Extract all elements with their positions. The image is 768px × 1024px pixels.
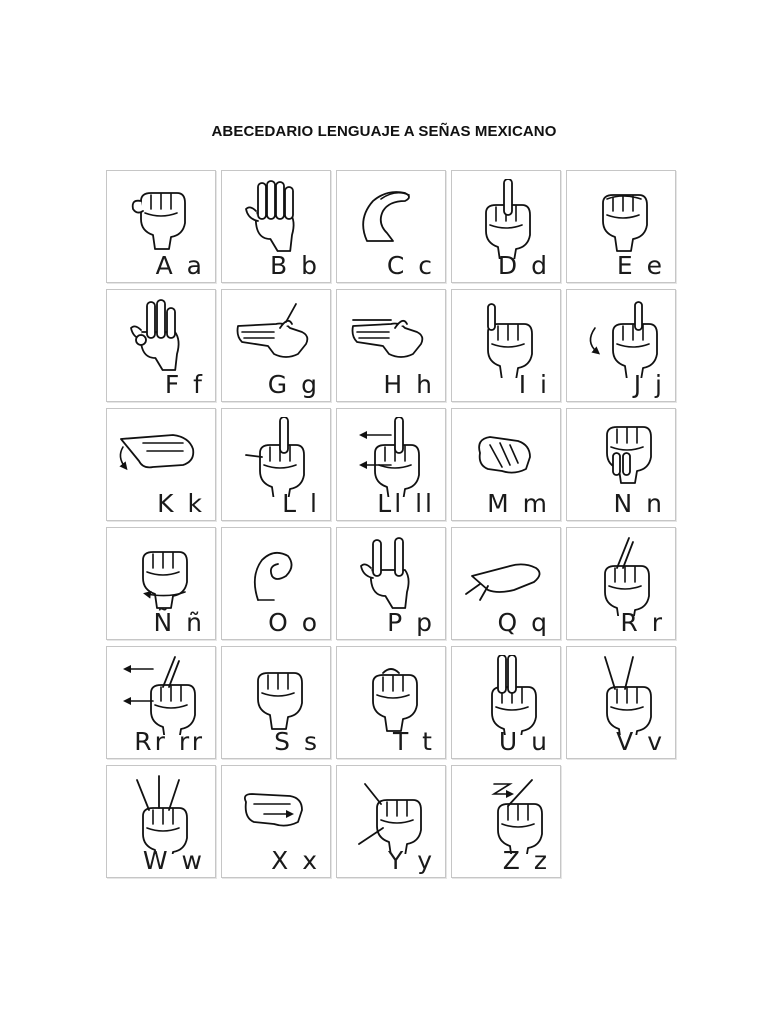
letter-card xyxy=(336,289,446,402)
letter-card xyxy=(451,408,561,521)
hand-sign-rr-icon xyxy=(113,655,213,735)
letter-label: E e xyxy=(616,251,665,280)
letter-card xyxy=(336,646,446,759)
letter-card xyxy=(221,646,331,759)
letter-card xyxy=(221,527,331,640)
hand-sign-p-icon xyxy=(343,536,443,616)
letter-card xyxy=(566,170,676,283)
letter-card xyxy=(336,527,446,640)
hand-sign-r-icon xyxy=(573,536,673,616)
hand-sign-a-icon xyxy=(113,179,213,259)
letter-label: X x xyxy=(271,846,320,875)
letter-card xyxy=(336,170,446,283)
letter-card xyxy=(106,289,216,402)
letter-label: J j xyxy=(633,370,665,399)
letter-label: B b xyxy=(270,251,320,280)
hand-sign-t-icon xyxy=(343,655,443,735)
letter-card xyxy=(221,765,331,878)
letter-card xyxy=(221,408,331,521)
letter-label: Rr rr xyxy=(134,727,205,756)
hand-sign-d-icon xyxy=(458,179,558,259)
letter-label: W w xyxy=(142,846,205,875)
hand-sign-h-icon xyxy=(343,298,443,378)
letter-label: D d xyxy=(497,251,550,280)
letter-card xyxy=(106,765,216,878)
hand-sign-c-icon xyxy=(343,179,443,259)
hand-sign-y-icon xyxy=(343,774,443,854)
hand-sign-w-icon xyxy=(113,774,213,854)
hand-sign-n-icon xyxy=(573,417,673,497)
letter-card xyxy=(106,170,216,283)
letter-label: P p xyxy=(387,608,435,637)
hand-sign-ll-icon xyxy=(343,417,443,497)
letter-card xyxy=(336,408,446,521)
letter-label: S s xyxy=(274,727,320,756)
letter-label: M m xyxy=(487,489,550,518)
letter-label: G g xyxy=(267,370,320,399)
hand-sign-q-icon xyxy=(458,536,558,616)
hand-sign-enye-icon xyxy=(113,536,213,616)
hand-sign-g-icon xyxy=(228,298,328,378)
letter-label: T t xyxy=(392,727,435,756)
letter-card xyxy=(221,170,331,283)
hand-sign-o-icon xyxy=(228,536,328,616)
hand-sign-m-icon xyxy=(458,417,558,497)
letter-label: C c xyxy=(386,251,435,280)
letter-label: O o xyxy=(268,608,320,637)
letter-card xyxy=(451,170,561,283)
letter-label: V v xyxy=(616,727,665,756)
letter-card xyxy=(451,527,561,640)
hand-sign-k-icon xyxy=(113,417,213,497)
hand-sign-e-icon xyxy=(573,179,673,259)
letter-card xyxy=(566,646,676,759)
hand-sign-b-icon xyxy=(228,179,328,259)
hand-sign-j-icon xyxy=(573,298,673,378)
page-title: ABECEDARIO LENGUAJE A SEÑAS MEXICANO xyxy=(211,123,557,140)
letter-label: Q q xyxy=(497,608,550,637)
letter-card xyxy=(221,289,331,402)
letter-card xyxy=(451,646,561,759)
letter-label: Ñ ñ xyxy=(153,608,205,637)
letter-card xyxy=(106,646,216,759)
letter-card xyxy=(566,289,676,402)
letter-label: Z z xyxy=(502,846,550,875)
hand-sign-s-icon xyxy=(228,655,328,735)
letter-label: Ll ll xyxy=(377,489,435,518)
letter-label: A a xyxy=(155,251,205,280)
letter-label: L l xyxy=(282,489,320,518)
letter-card xyxy=(451,765,561,878)
letter-label: K k xyxy=(157,489,205,518)
hand-sign-v-icon xyxy=(573,655,673,735)
letter-label: H h xyxy=(383,370,435,399)
letter-label: F f xyxy=(164,370,205,399)
letter-card xyxy=(566,527,676,640)
letter-card xyxy=(106,408,216,521)
letter-label: I i xyxy=(518,370,550,399)
hand-sign-u-icon xyxy=(458,655,558,735)
alphabet-grid xyxy=(106,170,678,878)
hand-sign-z-icon xyxy=(458,774,558,854)
letter-label: R r xyxy=(620,608,665,637)
hand-sign-f-icon xyxy=(113,298,213,378)
letter-card xyxy=(336,765,446,878)
letter-label: Y y xyxy=(387,846,435,875)
letter-card xyxy=(566,408,676,521)
letter-label: U u xyxy=(498,727,550,756)
hand-sign-i-icon xyxy=(458,298,558,378)
letter-label: N n xyxy=(613,489,665,518)
hand-sign-l-icon xyxy=(228,417,328,497)
hand-sign-x-icon xyxy=(228,774,328,854)
letter-card xyxy=(451,289,561,402)
letter-card xyxy=(106,527,216,640)
